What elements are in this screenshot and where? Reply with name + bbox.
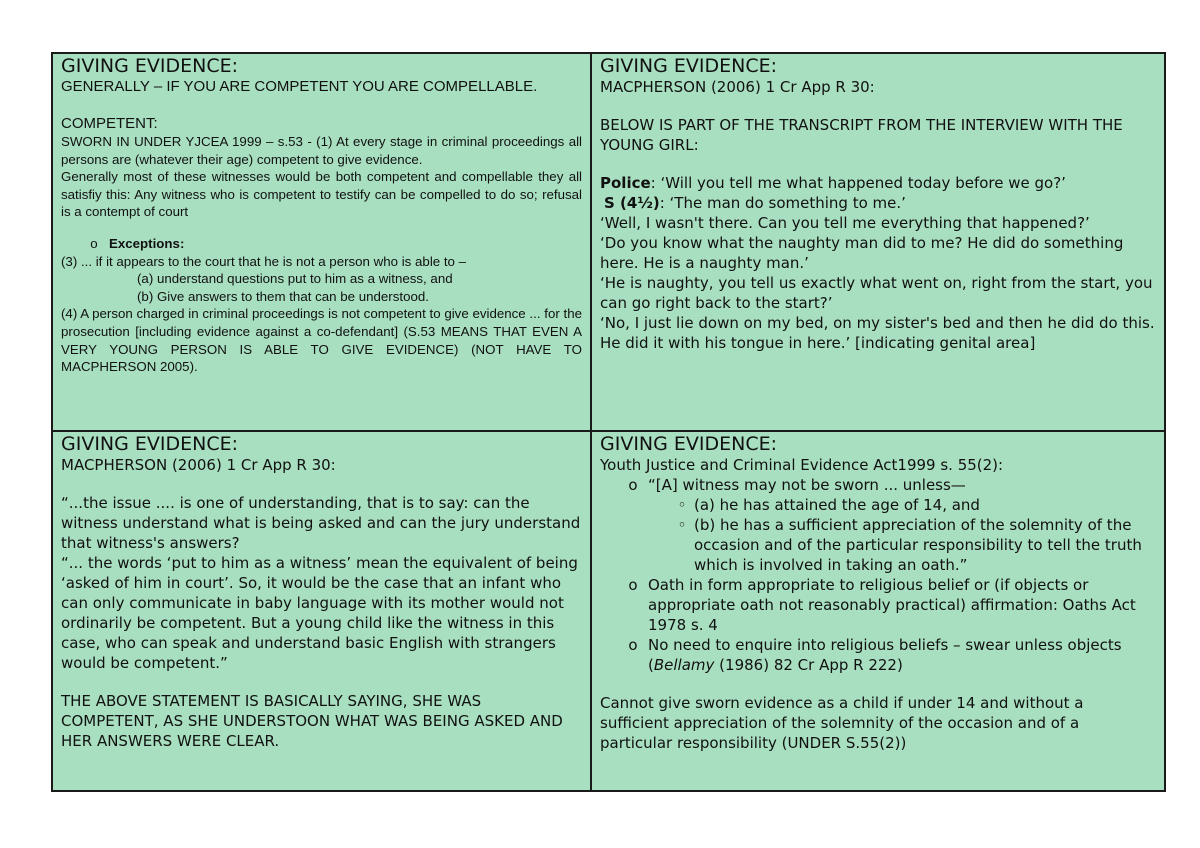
bullet-icon: o	[90, 235, 98, 251]
cell-top-right	[592, 54, 1164, 432]
spacer	[61, 475, 582, 493]
spacer	[61, 221, 582, 235]
spacer	[61, 96, 582, 114]
sworn-text: SWORN IN UNDER YJCEA 1999 – s.53 - (1) At every stage in criminal proceedings all persons are (whatever their age) competent to give evidence.	[61, 134, 582, 167]
transcript-line-2: S (4½): ‘The man do something to me.’	[604, 194, 906, 212]
evidence-grid	[51, 52, 1166, 792]
case-citation: MACPHERSON (2006) 1 Cr App R 30:	[600, 78, 875, 96]
transcript-line-3: ‘Well, I wasn't there. Can you tell me everything that happened?’	[600, 214, 1090, 232]
transcript-intro: BELOW IS PART OF THE TRANSCRIPT FROM THE INTERVIEW WITH THE YOUNG GIRL:	[600, 116, 1123, 154]
exceptions-item	[61, 235, 582, 253]
exceptions-label: Exceptions:	[109, 235, 185, 251]
clause-3b: (b) Give answers to them that can be understood.	[137, 288, 429, 304]
case-citation: MACPHERSON (2006) 1 Cr App R 30:	[61, 456, 336, 474]
sub-bullet-icon: ◦	[677, 496, 687, 514]
general-text: Generally most of these witnesses would be both competent and compellable they all satisfiy this: Any witness who is competent to testify can be compelled to do so; refusal is a contempt of court	[61, 169, 582, 220]
bullet-icon: o	[628, 576, 638, 594]
cell-bottom-right	[592, 432, 1164, 790]
list-item	[600, 575, 1156, 635]
clause-3a: (a) understand questions put to him as a witness, and	[137, 271, 453, 287]
clause-4: (4) A person charged in criminal proceedings is not competent to give evidence ... for the prosecution [including evidence against a co-defendant] (S.53 MEANS THAT EVEN A VERY YOUNG PERSON IS ABLE TO GIVE EVIDENCE) (NOT HAVE TO MACPHERSON 2005).	[61, 306, 582, 375]
cell-title: GIVING EVIDENCE:	[61, 55, 239, 77]
spacer	[600, 155, 1156, 173]
act-citation: Youth Justice and Criminal Evidence Act1999 s. 55(2):	[600, 456, 1004, 474]
list-item	[600, 635, 1156, 675]
spacer	[61, 673, 582, 691]
conclusion-text: Cannot give sworn evidence as a child if under 14 and without a sufficient appreciation of the solemnity of the occasion and of a particular responsibility (UNDER S.55(2))	[600, 694, 1084, 752]
list-item-text: No need to enquire into religious beliefs – swear unless objects (Bellamy (1986) 82 Cr App R 222)	[648, 636, 1122, 674]
transcript-line-4: ‘Do you know what the naughty man did to me? He did do something here. He is a naughty man.’	[600, 234, 1124, 272]
sub-bullet-icon: ◦	[677, 516, 687, 534]
case-name: Bellamy	[653, 656, 715, 674]
cell-title: GIVING EVIDENCE:	[61, 433, 239, 455]
cell-title: GIVING EVIDENCE:	[600, 55, 778, 77]
list-item-text: (a) he has attained the age of 14, and	[694, 496, 980, 514]
spacer	[600, 97, 1156, 115]
quote-1: “...the issue .... is one of understanding, that is to say: can the witness understand what is being asked and can the jury understand that witness's answers?	[61, 494, 581, 552]
cell-title: GIVING EVIDENCE:	[600, 433, 778, 455]
transcript-line-1: Police: ‘Will you tell me what happened today before we go?’	[600, 174, 1066, 192]
bullet-icon: o	[628, 636, 638, 654]
heading-competent-compellable: GENERALLY – IF YOU ARE COMPETENT YOU ARE COMPELLABLE.	[61, 78, 538, 95]
quote-2: “... the words ‘put to him as a witness’ mean the equivalent of being ‘asked of him in court’. So, it would be the case that an infant who can only communicate in baby language with its mother would not ordinarily be competent. But a young child like the witness in this case, who can speak and understand basic English with strangers would be competent.”	[61, 554, 578, 672]
cell-top-left	[53, 54, 592, 432]
list-subitem	[600, 515, 1156, 575]
list-subitem	[600, 495, 1156, 515]
bullet-icon: o	[628, 476, 638, 494]
transcript-line-6: ‘No, I just lie down on my bed, on my sister's bed and then he did do this. He did it with his tongue in here.’ [indicating genital area]	[600, 314, 1155, 352]
list-item	[600, 475, 1156, 495]
list-item-text: Oath in form appropriate to religious belief or (if objects or appropriate oath not reasonably practical) affirmation: Oaths Act 1978 s. 4	[648, 576, 1136, 634]
cell-bottom-left	[53, 432, 592, 790]
list-item-text: “[A] witness may not be sworn ... unless—	[648, 476, 966, 494]
clause-3: (3) ... if it appears to the court that he is not a person who is able to –	[61, 253, 467, 269]
speaker-s: S (4½)	[604, 194, 660, 212]
spacer	[600, 675, 1156, 693]
list-item-text: (b) he has a sufficient appreciation of the solemnity of the occasion and of the particular responsibility to tell the truth which is involved in taking an oath.”	[694, 516, 1142, 574]
competent-label: COMPETENT:	[61, 115, 158, 132]
speaker-police: Police	[600, 174, 651, 192]
transcript-line-5: ‘He is naughty, you tell us exactly what went on, right from the start, you can go right back to the start?’	[600, 274, 1153, 312]
summary-text: THE ABOVE STATEMENT IS BASICALLY SAYING, SHE WAS COMPETENT, AS SHE UNDERSTOON WHAT WAS BEING ASKED AND HER ANSWERS WERE CLEAR.	[61, 692, 563, 750]
